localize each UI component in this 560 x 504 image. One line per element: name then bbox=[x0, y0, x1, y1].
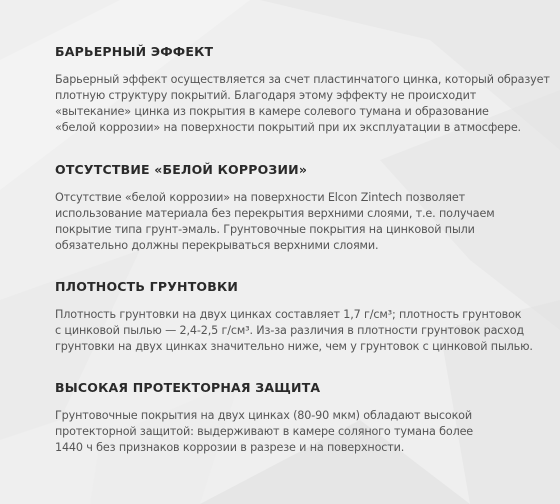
paragraph-line: протекторной защитой: выдерживают в камере соляного тумана более bbox=[55, 425, 474, 438]
paragraph-line: обязательно должны перекрываться верхними слоями. bbox=[55, 239, 379, 252]
section-heading: ВЫСОКАЯ ПРОТЕКТОРНАЯ ЗАЩИТА bbox=[55, 380, 321, 395]
paragraph-line: Грунтовочные покрытия на двух цинках (80-90 мкм) обладают высокой bbox=[55, 409, 472, 422]
paragraph-line: с цинковой пылью — 2,4-2,5 г/см³. Из-за различия в плотности грунтовок расход bbox=[55, 324, 525, 337]
paragraph-line: грунтовки на двух цинках значительно ниже, чем у грунтовок с цинковой пылью. bbox=[55, 340, 533, 353]
section-no-white-corrosion bbox=[55, 162, 525, 254]
paragraph-line: Барьерный эффект осуществляется за счет пластинчатого цинка, который образует bbox=[55, 73, 550, 86]
paragraph-line: плотную структуру покрытий. Благодаря этому эффекту не происходит bbox=[55, 89, 477, 102]
paragraph-line: Плотность грунтовки на двух цинках составляет 1,7 г/см³; плотность грунтовок bbox=[55, 308, 522, 321]
paragraph-line: «вытекание» цинка из покрытия в камере солевого тумана и образование bbox=[55, 105, 489, 118]
paragraph-line: «белой коррозии» на поверхности покрытий при их эксплуатации в атмосфере. bbox=[55, 121, 521, 134]
section-primer-density bbox=[55, 279, 533, 355]
section-paragraph bbox=[55, 307, 533, 355]
section-paragraph bbox=[55, 408, 525, 456]
section-high-protective-defense bbox=[55, 380, 525, 456]
paragraph-line: Отсутствие «белой коррозии» на поверхности Elcon Zintech позволяет bbox=[55, 191, 465, 204]
section-paragraph bbox=[55, 190, 525, 254]
section-heading: ПЛОТНОСТЬ ГРУНТОВКИ bbox=[55, 279, 239, 294]
paragraph-line: покрытие типа грунт-эмаль. Грунтовочные покрытия на цинковой пыли bbox=[55, 223, 475, 236]
section-barrier-effect bbox=[55, 44, 550, 136]
section-paragraph bbox=[55, 72, 550, 136]
section-heading: ОТСУТСТВИЕ «БЕЛОЙ КОРРОЗИИ» bbox=[55, 162, 308, 177]
section-heading: БАРЬЕРНЫЙ ЭФФЕКТ bbox=[55, 44, 214, 59]
paragraph-line: 1440 ч без признаков коррозии в разрезе и на поверхности. bbox=[55, 441, 405, 454]
paragraph-line: использование материала без перекрытия верхними слоями, т.е. получаем bbox=[55, 207, 495, 220]
